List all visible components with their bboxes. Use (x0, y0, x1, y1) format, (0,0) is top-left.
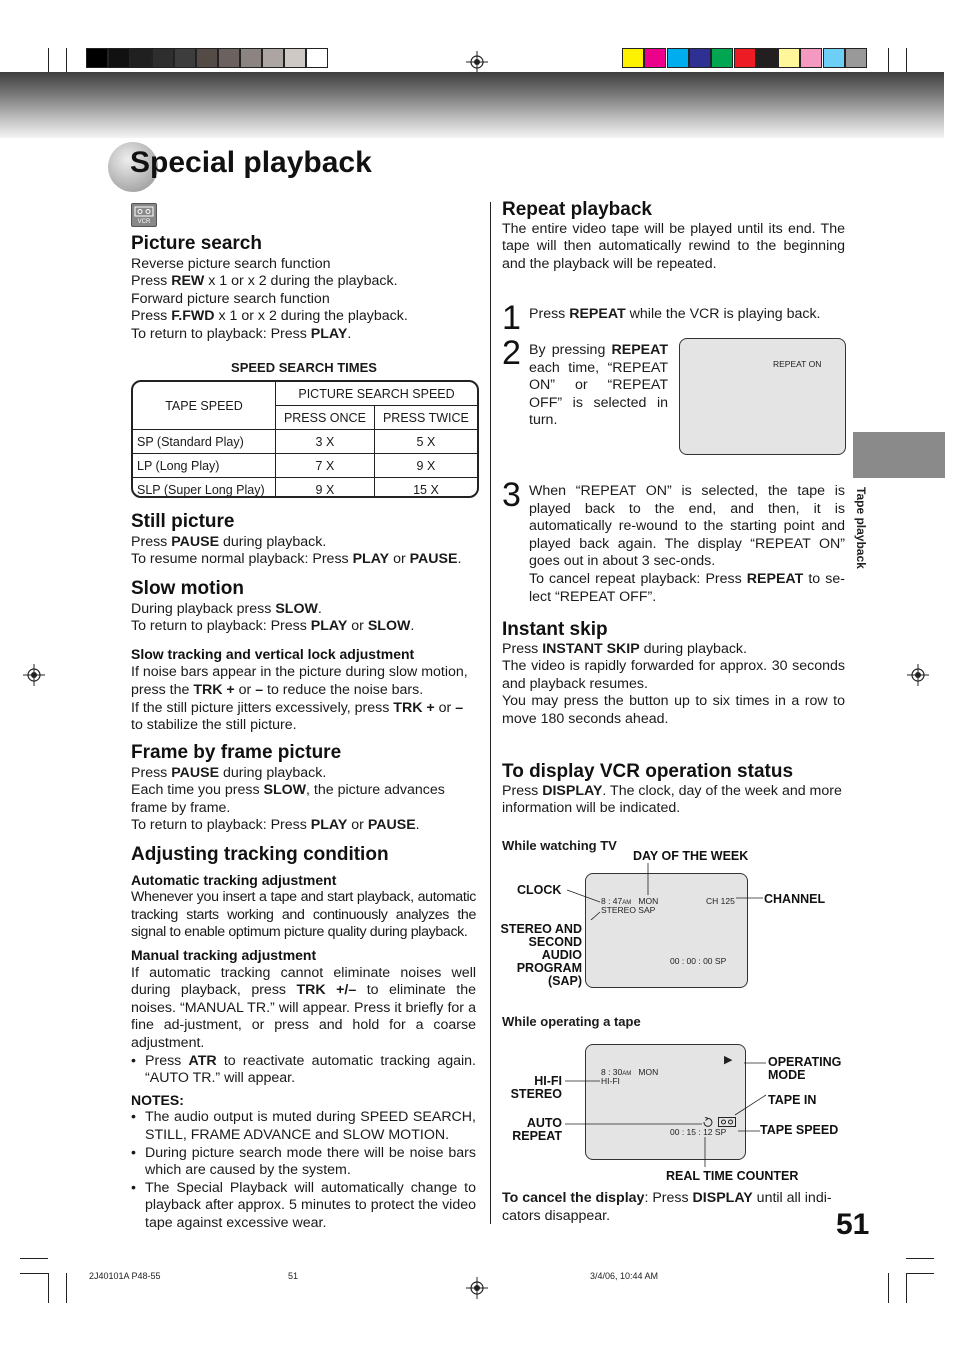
table-cell: SLP (Super Long Play) (133, 478, 276, 499)
label-line: REPEAT (512, 1129, 562, 1143)
side-tab (853, 432, 945, 478)
color-swatch (734, 48, 756, 68)
instruction-paragraph: The entire video tape will be played until its end. The tape will then automatically rewind to the beginning and the playback will be repeated. (502, 220, 845, 272)
registration-mark-icon (23, 664, 45, 686)
color-swatch (800, 48, 822, 68)
registration-mark-icon (907, 664, 929, 686)
repeat-playback-section (502, 201, 845, 273)
instruction-line: To return to playback: Press PLAY or SLOW. (131, 618, 415, 635)
instruction-line: During playback press SLOW. (131, 600, 322, 617)
note-item: • During picture search mode there will be noise bars which are caused by the system. (131, 1145, 476, 1180)
gray-swatch (240, 48, 262, 68)
screen-clock: 8 : 47AM MON (601, 896, 659, 906)
table-row (133, 430, 478, 454)
gray-swatch (152, 48, 174, 68)
instruction-line: Press PAUSE during playback. (131, 764, 327, 781)
auto-repeat-label (500, 1117, 562, 1143)
gray-swatch (284, 48, 306, 68)
table-cell: 9 X (374, 454, 477, 478)
screen-hifi: HI-FI (601, 1076, 620, 1086)
clock-label: CLOCK (517, 883, 562, 897)
color-swatch (644, 48, 666, 68)
sap-label (494, 923, 582, 988)
gray-swatch (218, 48, 240, 68)
label-line: STEREO AND (500, 922, 582, 936)
gray-swatch (86, 48, 108, 68)
section-heading: Repeat playback (502, 199, 652, 220)
tracking-section (131, 846, 476, 1232)
color-swatch (756, 48, 778, 68)
sub-heading: Manual tracking adjustment (131, 946, 317, 963)
instruction-line: Press REW x 1 or x 2 during the playback. (131, 273, 398, 290)
section-heading: Picture search (131, 233, 262, 254)
screen-stereo-sap: STEREO SAP (601, 905, 656, 915)
gray-swatch (306, 48, 328, 68)
table-cell: SP (Standard Play) (133, 430, 276, 454)
day-of-week-label: DAY OF THE WEEK (633, 849, 749, 863)
slow-motion-section (131, 580, 476, 735)
tape-speed-label: TAPE SPEED (760, 1123, 839, 1137)
instruction-line: To resume normal playback: Press PLAY or PAUSE. (131, 551, 462, 568)
label-line: SECOND (528, 935, 582, 949)
vcr-icon-label: VCR (137, 219, 151, 225)
picture-search-section (131, 235, 476, 344)
label-line: AUDIO (541, 948, 582, 962)
label-line: HI-FI (534, 1074, 562, 1088)
step-number: 2 (502, 334, 521, 372)
note-item: • The audio output is muted during SPEED SEARCH, STILL, FRAME ADVANCE and SLOW MOTION. (131, 1109, 476, 1144)
crop-mark (20, 1273, 48, 1274)
instruction-line: The video is rapidly forwarded for approx. 30 seconds and playback resumes. (502, 658, 845, 692)
vcr-cassette-icon (131, 203, 157, 227)
step-number: 3 (502, 476, 521, 514)
diagram-caption: While operating a tape (502, 1014, 641, 1029)
color-swatch (711, 48, 733, 68)
screen-text: REPEAT ON (773, 359, 822, 369)
registration-mark-icon (466, 51, 488, 73)
table-cell: 9 X (276, 478, 375, 499)
tape-diagram-leader-lines (560, 1055, 770, 1185)
color-swatch (823, 48, 845, 68)
color-swatch (667, 48, 689, 68)
footer-code: 2J40101A P48-55 (89, 1271, 161, 1281)
crop-mark (888, 1273, 889, 1303)
play-icon: ▶ (724, 1054, 733, 1066)
step-1-text: Press REPEAT while the VCR is playing back. (529, 306, 821, 322)
footer-page: 51 (288, 1271, 299, 1281)
crop-mark (20, 1258, 48, 1259)
speed-search-table (131, 380, 479, 498)
frame-by-frame-section (131, 744, 476, 835)
tape-in-label: TAPE IN (768, 1093, 817, 1107)
table-row (133, 454, 478, 478)
crop-mark (66, 1273, 67, 1303)
notes-heading: NOTES: (131, 1091, 184, 1108)
list-item: • Press ATR to reactivate automatic tracking again. “AUTO TR.” will appear. (131, 1053, 476, 1088)
sub-heading: Slow tracking and vertical lock adjustment (131, 645, 415, 662)
instruction-line: Each time you press SLOW, the picture advances frame by frame. (131, 782, 445, 816)
instruction-line: To return to playback: Press PLAY or PAUSE. (131, 817, 420, 834)
instruction-paragraph: If noise bars appear in the picture during slow motion, press the TRK + or – to reduce the noise bars. (131, 664, 468, 698)
atr-list (131, 1053, 476, 1088)
channel-label: CHANNEL (764, 892, 826, 906)
table-header: PRESS TWICE (374, 406, 477, 430)
picture-search-instructions (131, 256, 476, 344)
section-heading: To display VCR operation status (502, 761, 794, 782)
instruction-line: Reverse picture search function (131, 255, 331, 272)
crop-mark (906, 1273, 907, 1303)
crop-mark (906, 1258, 934, 1259)
notes-list (131, 1109, 476, 1232)
table-cell: LP (Long Play) (133, 454, 276, 478)
cancel-display-note: To cancel the display: Press DISPLAY until all indi-cators disappear. (502, 1190, 832, 1224)
table-header: PICTURE SEARCH SPEED (276, 382, 478, 406)
section-heading: Frame by frame picture (131, 742, 342, 763)
diagram-caption: While watching TV (502, 838, 617, 853)
header-band (0, 72, 944, 138)
registration-mark-icon (466, 1277, 488, 1299)
instant-skip-section (502, 621, 845, 729)
table-header: PRESS ONCE (276, 406, 375, 430)
vcr-status-section (502, 763, 845, 818)
hifi-stereo-label (500, 1075, 562, 1101)
section-heading: Instant skip (502, 619, 608, 640)
instruction-line: Forward picture search function (131, 290, 330, 307)
instruction-line: To return to playback: Press PLAY. (131, 325, 352, 342)
gray-swatch (262, 48, 284, 68)
sub-heading: Automatic tracking adjustment (131, 871, 337, 888)
instruction-paragraph: Press DISPLAY. The clock, day of the week and more information will be indicated. (502, 782, 842, 817)
label-line: PROGRAM (516, 961, 582, 975)
instruction-line: Press F.FWD x 1 or x 2 during the playback. (131, 308, 408, 325)
label-line: STEREO (510, 1087, 562, 1101)
note-item: • The Special Playback will automatically change to playback after approx. 5 minutes to protect the video tape against excessive wear. (131, 1180, 476, 1233)
gray-swatch (130, 48, 152, 68)
step-number: 1 (502, 299, 521, 337)
still-picture-section (131, 513, 476, 569)
table-header: TAPE SPEED (133, 382, 276, 430)
page-title: Special playback (130, 146, 372, 179)
label-line: AUTO (526, 1116, 562, 1130)
step-3-text: When “REPEAT ON” is selected, the tape is played back to the end, and then, it is automatically re-wound to the starting point and played back again. The display “REPEAT ON” goes out in about 3 sec-onds. To cancel repeat playback: Press REPEAT to se-lect “REPEAT OFF”. (529, 483, 845, 605)
color-swatch (622, 48, 644, 68)
real-time-counter-label: REAL TIME COUNTER (666, 1169, 799, 1183)
screen-clock: 8 : 30AM MON (601, 1067, 659, 1077)
screen-counter: 00 : 00 : 00 SP (670, 956, 727, 966)
crop-mark (906, 1273, 934, 1274)
label-line: OPERATING (768, 1055, 842, 1069)
color-swatch (845, 48, 867, 68)
color-swatch (689, 48, 711, 68)
repeat-on-screen (679, 338, 846, 455)
color-swatch (778, 48, 800, 68)
gray-swatch (196, 48, 218, 68)
instruction-line: You may press the button up to six times in a row to move 180 seconds ahead. (502, 693, 845, 727)
table-cell: 5 X (374, 430, 477, 454)
crop-mark (48, 1273, 49, 1303)
section-heading: Adjusting tracking condition (131, 844, 389, 865)
step-2-text: By pressing REPEAT each time, “REPEAT ON” or “REPEAT OFF” is selected in turn. (529, 342, 668, 429)
screen-counter: 00 : 15 : 12 SP (670, 1127, 727, 1137)
instruction-paragraph: Whenever you insert a tape and start playback, automatic tracking starts working and continuously analyzes the signal to enable optimum picture quality during playback. (131, 889, 476, 941)
table-cell: 7 X (276, 454, 375, 478)
label-line: MODE (768, 1068, 806, 1082)
footer-datetime: 3/4/06, 10:44 AM (590, 1271, 659, 1281)
instruction-line: Press PAUSE during playback. (131, 533, 327, 550)
tv-diagram-leader-lines (560, 860, 770, 920)
section-heading: Still picture (131, 511, 235, 532)
screen-channel: CH 125 (706, 896, 735, 906)
column-divider (490, 202, 491, 1224)
side-tab-label: Tape playback (854, 487, 868, 569)
page-number: 51 (836, 1208, 870, 1241)
table-cell: 15 X (374, 478, 477, 499)
section-heading: Slow motion (131, 578, 244, 599)
instruction-paragraph: If automatic tracking cannot eliminate noises well during playback, press TRK +/– to eliminate the noises. “MANUAL TR.” will appear. Press it briefly for a fine ad-justment, or press and hold for a coarse adjustment. (131, 964, 476, 1051)
gray-swatch (108, 48, 130, 68)
instruction-line: Press INSTANT SKIP during playback. (502, 640, 747, 657)
table-cell: 3 X (276, 430, 375, 454)
label-line: (SAP) (547, 974, 582, 988)
gray-swatch (174, 48, 196, 68)
instruction-paragraph: If the still picture jitters excessively, press TRK + or – to stabilize the still picture. (131, 699, 464, 734)
speed-search-table-title: SPEED SEARCH TIMES (231, 360, 377, 375)
table-row (133, 478, 478, 499)
operating-mode-label (768, 1056, 841, 1082)
